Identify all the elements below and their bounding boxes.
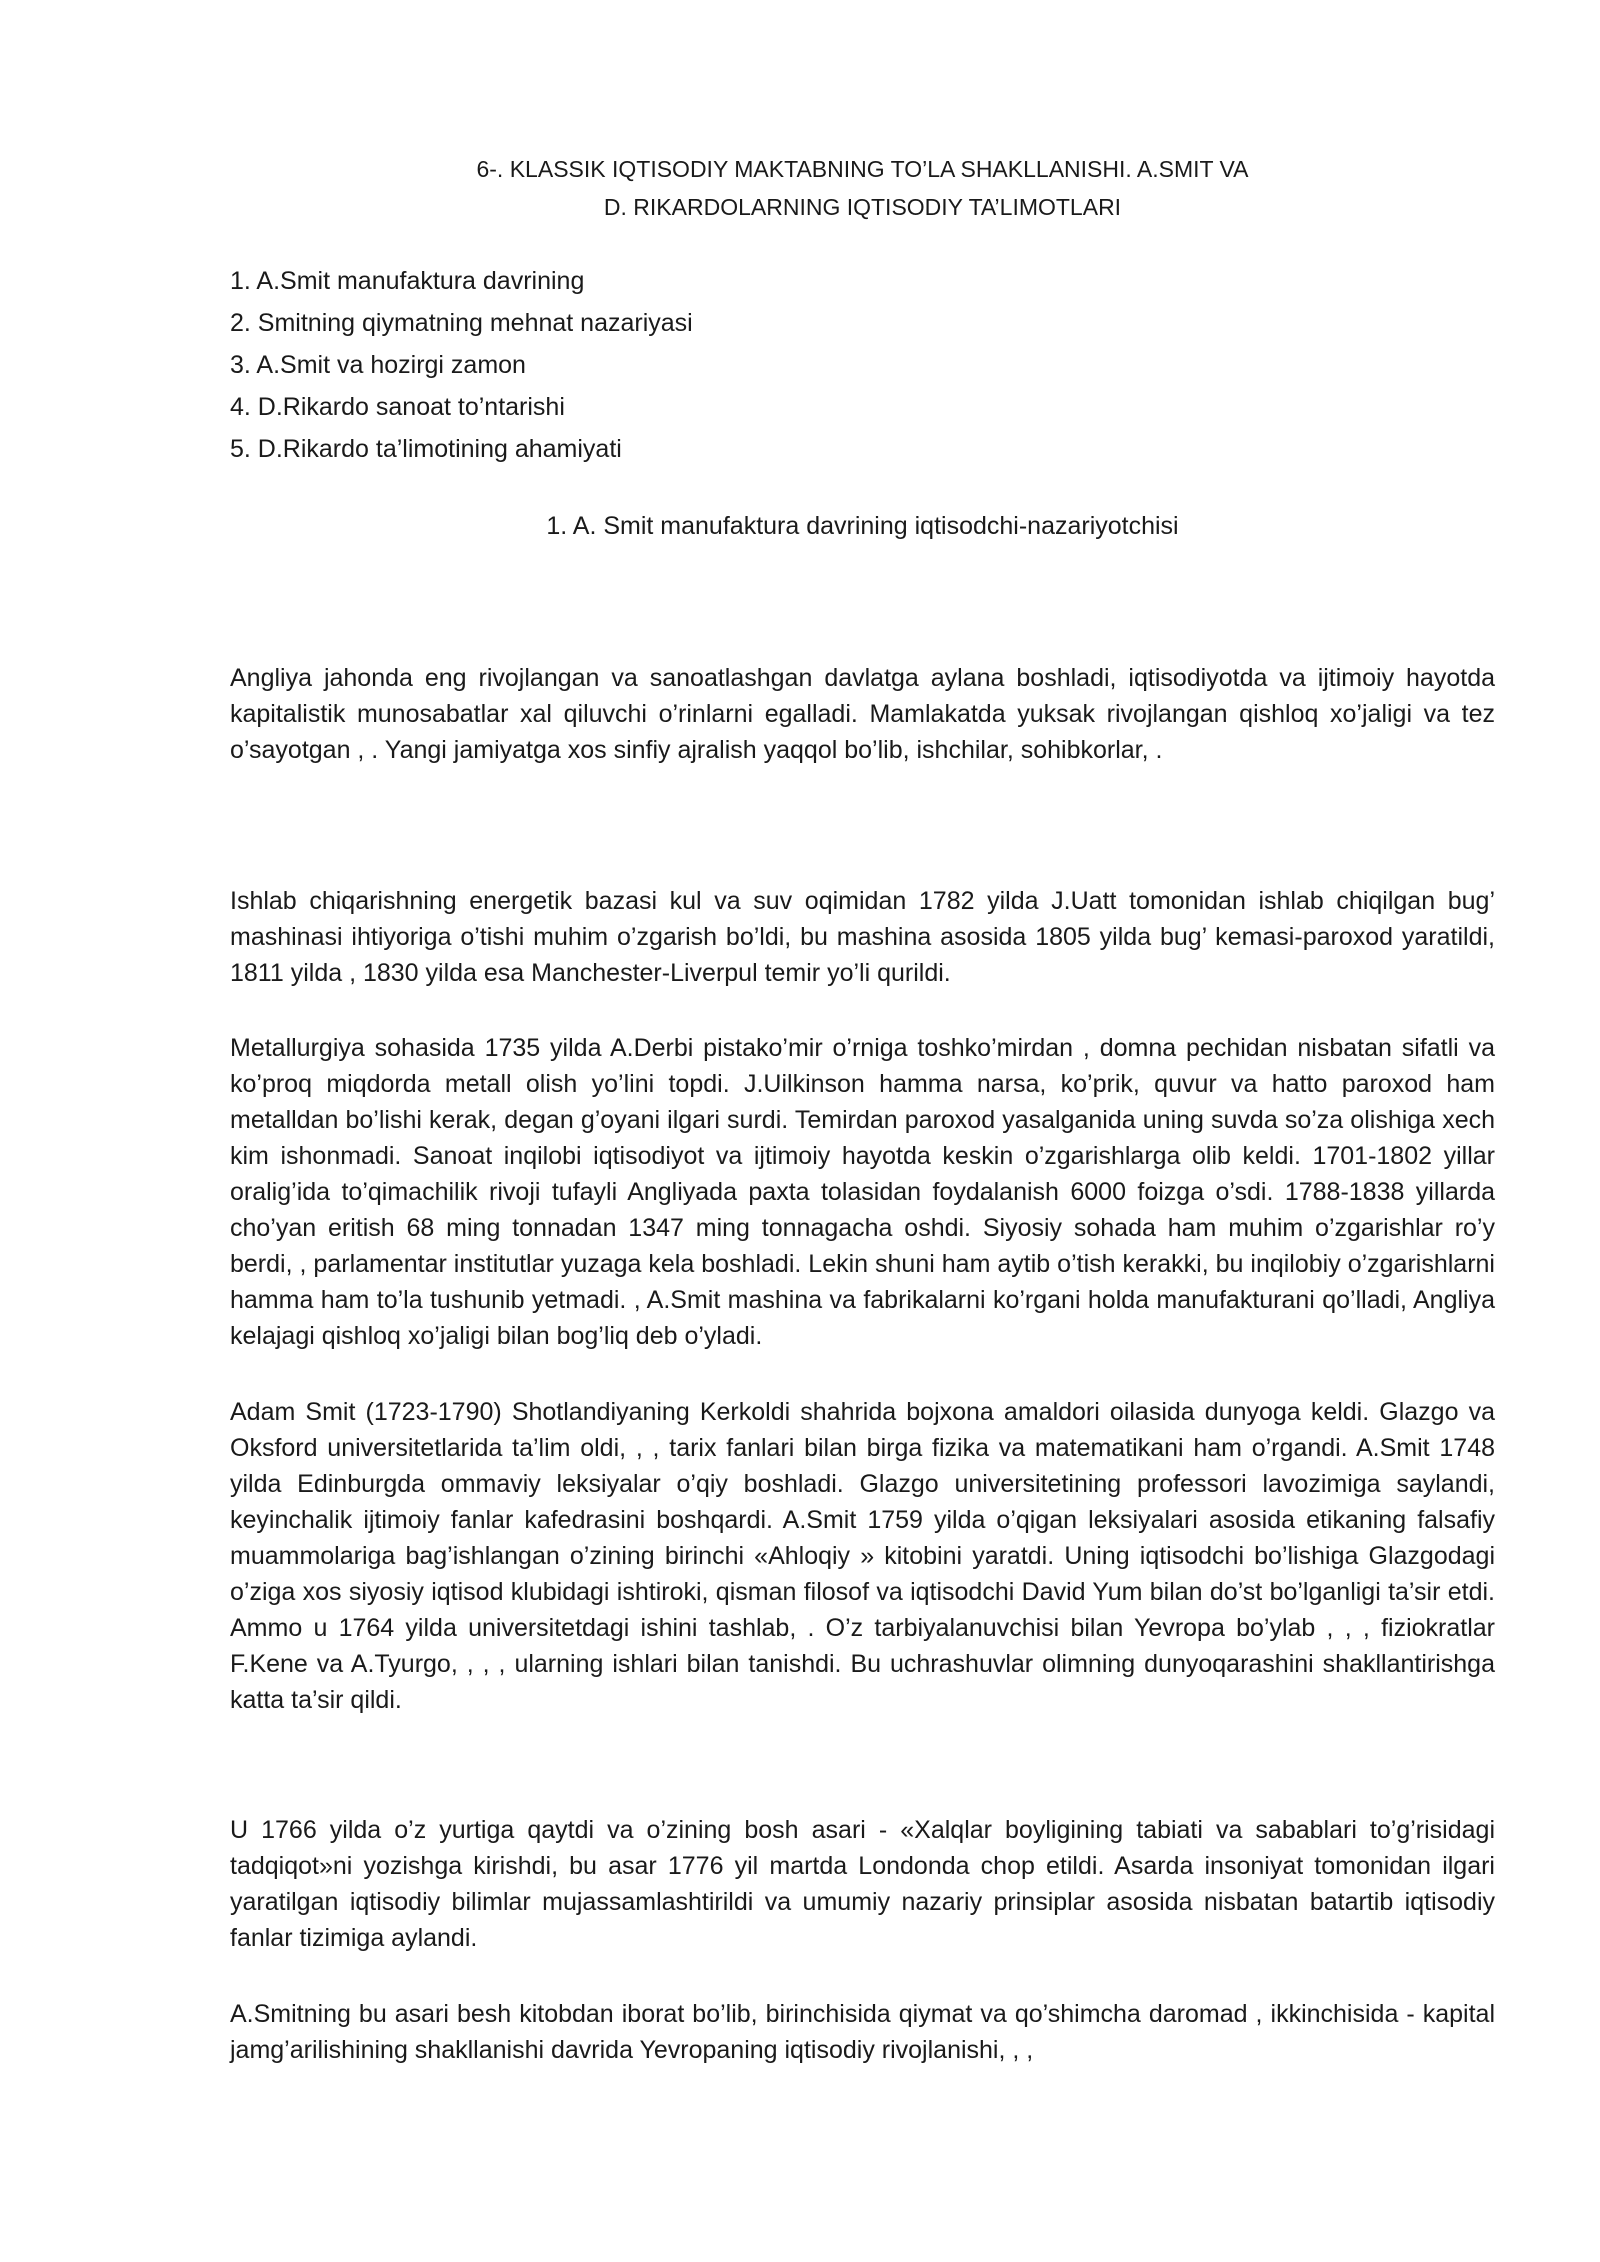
section-heading: 1. A. Smit manufaktura davrining iqtisodchi-nazariyotchisi — [546, 512, 1179, 540]
paragraph-4: Adam Smit (1723-1790) Shotlandiyaning Kerkoldi shahrida bojxona amaldori oilasida dunyoga keldi. Glazgo va Oksford universitetlarida ta’lim oldi, , , tarix fanlari bilan birga fizika va matematikani ham o’rgandi. A.Smit 1748 yilda Edinburgda ommaviy leksiyalar o’qiy boshladi. Glazgo universitetining professori lavozimiga saylandi, keyinchalik ijtimoiy fanlar kafedrasini boshqardi. A.Smit 1759 yilda o’qigan leksiyalari asosida etikaning falsafiy muammolariga bag’ishlangan o’zining birinchi «Ahloqiy » kitobini yaratdi. Uning iqtisodchi bo’lishiga Glazgodagi o’ziga xos siyosiy iqtisod klubidagi ishtiroki, qisman filosof va iqtisodchi David Yum bilan do’st bo’lganligi ta’sir etdi. Ammo u 1764 yilda universitetdagi ishini tashlab, . O’z tarbiyalanuvchisi bilan Yevropa bo’ylab , , , fiziokratlar F.Kene va A.Tyurgo, , , , ularning ishlari bilan tanishdi. Bu uchrashuvlar olimning dunyoqarashini shakllantirishga katta ta’sir qildi. — [230, 1398, 1495, 1714]
toc-item: 4. D.Rikardo sanoat to’ntarishi — [230, 393, 565, 421]
toc-item: 1. A.Smit manufaktura davrining — [230, 267, 585, 295]
toc-item: 3. A.Smit va hozirgi zamon — [230, 351, 526, 379]
paragraph-5: U 1766 yilda o’z yurtiga qaytdi va o’zining bosh asari - «Xalqlar boyligining tabiati va sabablari to’g’risidagi tadqiqot»ni yozishga kirishdi, bu asar 1776 yil martda Londonda chop etildi. Asarda insoniyat tomonidan ilgari yaratilgan iqtisodiy bilimlar mujassamlashtirildi va umumiy nazariy prinsiplar asosida nisbatan batartib iqtisodiy fanlar tizimiga aylandi. — [230, 1816, 1495, 1952]
document-title — [230, 150, 1495, 226]
title-line-1: 6-. KLASSIK IQTISODIY MAKTABNING TO’LA SHAKLLANISHI. A.SMIT VA — [476, 156, 1249, 182]
paragraph-1: Angliya jahonda eng rivojlangan va sanoatlashgan davlatga aylana boshladi, iqtisodiyotda va ijtimoiy hayotda kapitalistik munosabatlar xal qiluvchi o’rinlarni egalladi. Mamlakatda yuksak rivojlangan qishloq xo’jaligi va tez o’sayotgan , . Yangi jamiyatga xos sinfiy ajralish yaqqol bo’lib, ishchilar, sohibkorlar, . — [230, 664, 1495, 764]
title-line-2: D. RIKARDOLARNING IQTISODIY TA’LIMOTLARI — [603, 194, 1122, 220]
toc-item: 2. Smitning qiymatning mehnat nazariyasi — [230, 309, 693, 337]
toc-item: 5. D.Rikardo ta’limotining ahamiyati — [230, 435, 622, 463]
paragraph-2: Ishlab chiqarishning energetik bazasi kul va suv oqimidan 1782 yilda J.Uatt tomonidan ishlab chiqilgan bug’ mashinasi ihtiyoriga o’tishi muhim o’zgarish bo’ldi, bu mashina asosida 1805 yilda bug’ kemasi-paroxod yaratildi, 1811 yilda , 1830 yilda esa Manchester-Liverpul temir yo’li qurildi. — [230, 887, 1495, 987]
paragraph-3: Metallurgiya sohasida 1735 yilda A.Derbi pistako’mir o’rniga toshko’mirdan , domna pechidan nisbatan sifatli va ko’proq miqdorda metall olish yo’lini topdi. J.Uilkinson hamma narsa, ko’prik, quvur va hatto paroxod ham metalldan bo’lishi kerak, degan g’oyani ilgari surdi. Temirdan paroxod yasalganida uning suvda so’za olishiga xech kim ishonmadi. Sanoat inqilobi iqtisodiyot va ijtimoiy hayotda keskin o’zgarishlarga olib keldi. 1701-1802 yillar oralig’ida to’qimachilik rivoji tufayli Angliyada paxta tolasidan foydalanish 6000 foizga o’sdi. 1788-1838 yillarda cho’yan eritish 68 ming tonnadan 1347 ming tonnagacha oshdi. Siyosiy sohada ham muhim o’zgarishlar ro’y berdi, , parlamentar institutlar yuzaga kela boshladi. Lekin shuni ham aytib o’tish kerakki, bu inqilobiy o’zgarishlarni hamma ham to’la tushunib yetmadi. , A.Smit mashina va fabrikalarni ko’rgani holda manufakturani qo’lladi, Angliya kelajagi qishloq xo’jaligi bilan bog’liq deb o’yladi. — [230, 1034, 1495, 1350]
paragraph-6: A.Smitning bu asari besh kitobdan iborat bo’lib, birinchisida qiymat va qo’shimcha daromad , ikkinchisida - kapital jamg’arilishining shakllanishi davrida Yevropaning iqtisodiy rivojlanishi, , , — [230, 2000, 1495, 2064]
table-of-contents — [230, 260, 693, 470]
